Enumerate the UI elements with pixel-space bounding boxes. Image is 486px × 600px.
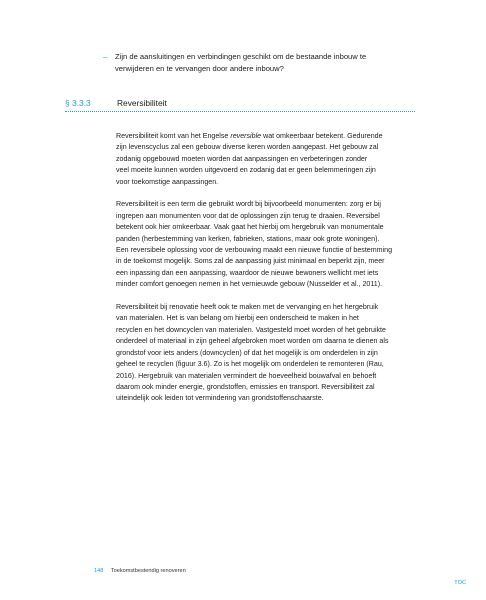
body-text <box>116 131 432 416</box>
bullet-item <box>103 51 403 75</box>
paragraph-3: Reversibiliteit bij renovatie heeft ook te maken met de vervanging en het hergebruik van materialen. Het is van belang om hierbij een onderscheid te maken in het recyclen en het downcyclen van materialen. Vastgesteld moet worden of het gebruikte onderdeel of materiaal in zijn geheel afgebroken moet worden om daarna te dienen als grondstof voor iets anders (downcyclen) of dat het mogelijk is om onderdelen in zijn geheel te recyclen (figuur 3.6). Zo is het mogelijk om onderdelen te remonteren (Rau, 2016). Hergebruik van materialen vermindert de hoeveelheid bouwafval en behoeft daarom ook minder energie, grondstoffen, emissies en transport. Reversibiliteit zal uiteindelijk ook leiden tot vermindering van grondstoffenschaarste. <box>116 303 389 403</box>
toc-link[interactable]: TOC <box>454 580 466 586</box>
page-footer <box>94 568 186 574</box>
bullet-dash: – <box>103 52 108 61</box>
section-title: Reversibiliteit <box>117 98 167 108</box>
section-number: § 3.3.3 <box>65 98 91 108</box>
book-title: Toekomstbestendig renoveren <box>110 568 186 574</box>
bullet-text: Zijn de aansluitingen en verbindingen geschikt om de bestaande inbouw te verwijderen en te vervangen door andere inbouw? <box>115 52 367 73</box>
paragraph-1-start: Reversibiliteit komt van het Engelse <box>116 132 231 140</box>
section-heading <box>65 96 415 112</box>
page-number: 148 <box>94 568 104 574</box>
paragraph-1-rest: wat omkeerbaar betekent. Gedurende zijn levenscyclus zal een gebouw diverse keren worden aangepast. Het gebouw zal zodanig opgebouwd moeten worden dat aanpassingen en verbeteringen zonder veel moeite kunnen worden uitgevoerd en zodanig dat er geen belemmeringen zijn voor toekomstige aanpassingen. <box>116 132 383 186</box>
paragraph-2: Reversibiliteit is een term die gebruikt wordt bij bijvoorbeeld monumenten: zorg er bij ingrepen aan monumenten voor dat de oplossingen zijn terug te draaien. Reversibel betekent ook hier omkeerbaar. Vaak gaat het hierbij om hergebruik van monumentale panden (herbestemming van kerken, fabrieken, stations, maar ook grote woningen). Een reversibele oplossing voor de verbouwing maakt een nieuwe functie of bestemming in de toekomst mogelijk. Soms zal de aanpassing juist minimaal en beperkt zijn, meer een inpassing dan een aanpassing, waardoor de nieuwe bewoners wellicht met iets minder comfort genoegen nemen in het vernieuwde gebouw (Nusselder et al., 2011). <box>116 200 393 289</box>
paragraph-1 <box>116 131 432 188</box>
paragraph-1-italic: reversible <box>230 132 262 140</box>
